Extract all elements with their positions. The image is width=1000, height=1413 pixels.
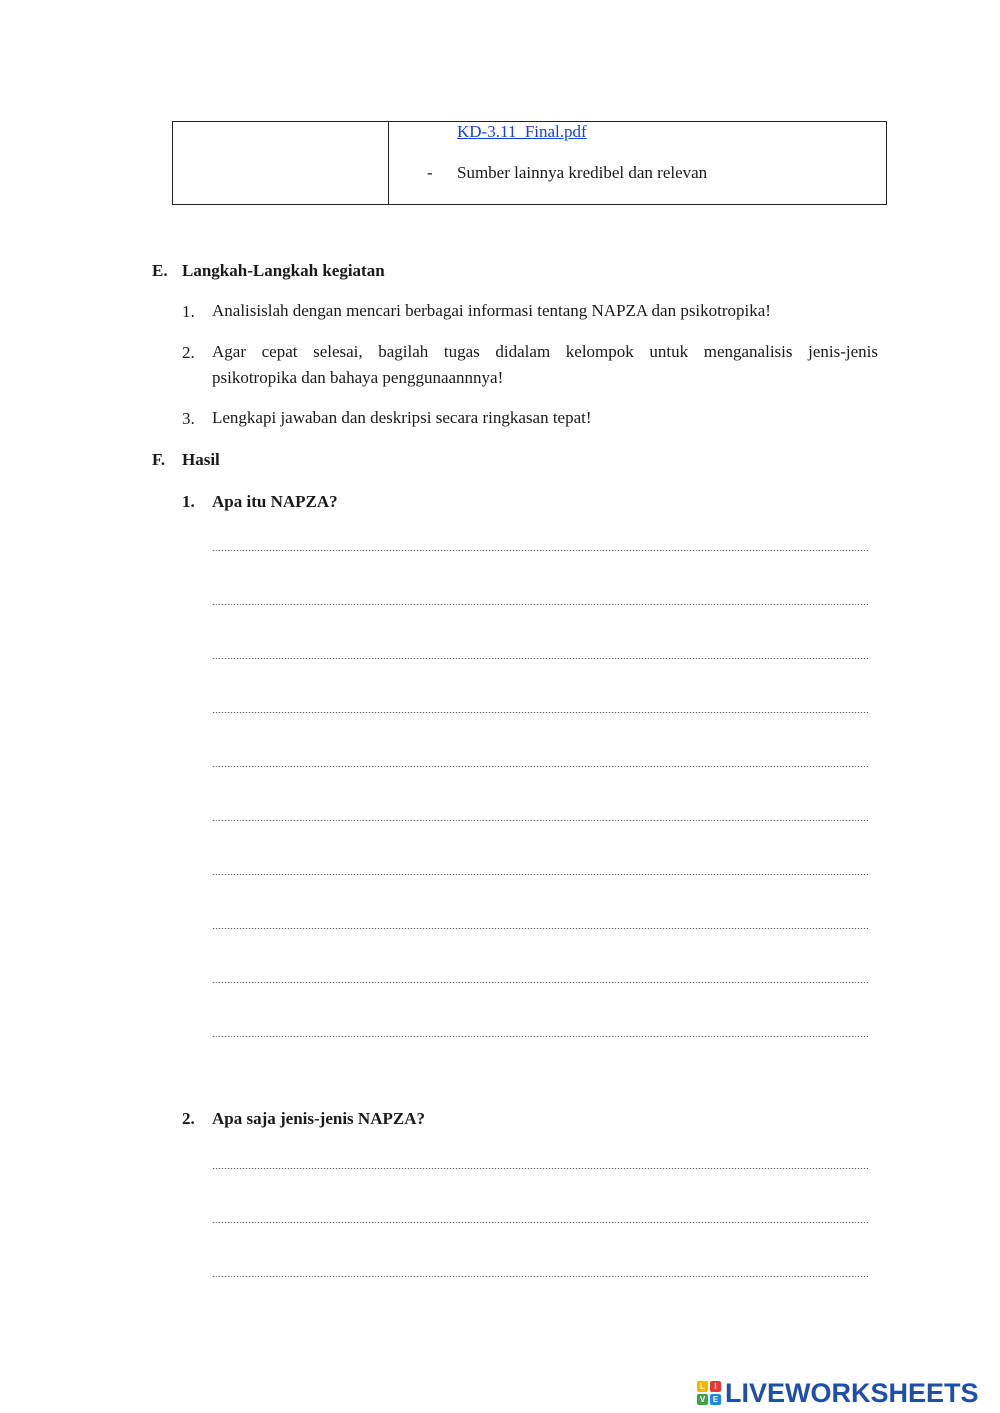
question-text: Apa itu NAPZA? (212, 492, 338, 511)
liveworksheets-logo (697, 1378, 979, 1408)
list-bullet: - (427, 163, 433, 182)
answer-line[interactable] (212, 1276, 868, 1277)
answer-line[interactable] (212, 1036, 868, 1037)
answer-line[interactable] (212, 604, 868, 605)
section-e-letter: E. (152, 261, 168, 280)
question-number: 1. (182, 492, 195, 511)
question-text: Apa saja jenis-jenis NAPZA? (212, 1109, 425, 1128)
section-f-letter: F. (152, 450, 166, 469)
step-text: Lengkapi jawaban dan deskripsi secara ringkasan tepat! (212, 408, 592, 427)
step-number: 1. (182, 302, 195, 321)
question-number: 2. (182, 1109, 195, 1128)
answer-line[interactable] (212, 1168, 868, 1169)
logo-square: I (710, 1381, 721, 1392)
reference-link[interactable]: KD-3.11_Final.pdf (457, 122, 587, 141)
section-f-title: Hasil (182, 450, 220, 469)
answer-line[interactable] (212, 820, 868, 821)
answer-line[interactable] (212, 658, 868, 659)
logo-square: L (697, 1381, 708, 1392)
answer-line[interactable] (212, 1222, 868, 1223)
section-e-title: Langkah-Langkah kegiatan (182, 261, 385, 280)
answer-line[interactable] (212, 928, 868, 929)
answer-line[interactable] (212, 766, 868, 767)
logo-text: LIVEWORKSHEETS (725, 1377, 979, 1408)
reference-item: Sumber lainnya kredibel dan relevan (457, 163, 708, 182)
answer-line[interactable] (212, 712, 868, 713)
table-column-divider (388, 122, 389, 204)
answer-line[interactable] (212, 874, 868, 875)
answer-line[interactable] (212, 982, 868, 983)
step-text-line: Agar cepat selesai, bagilah tugas didalam kelompok untuk menganalisis jenis-jenis (212, 342, 878, 361)
logo-icon (697, 1381, 721, 1405)
step-number: 2. (182, 343, 195, 362)
step-number: 3. (182, 409, 195, 428)
step-text-line: psikotropika dan bahaya penggunaannnya! (212, 368, 504, 387)
step-text: Analisislah dengan mencari berbagai informasi tentang NAPZA dan psikotropika! (212, 301, 771, 320)
logo-square: E (710, 1394, 721, 1405)
answer-line[interactable] (212, 550, 868, 551)
logo-square: V (697, 1394, 708, 1405)
